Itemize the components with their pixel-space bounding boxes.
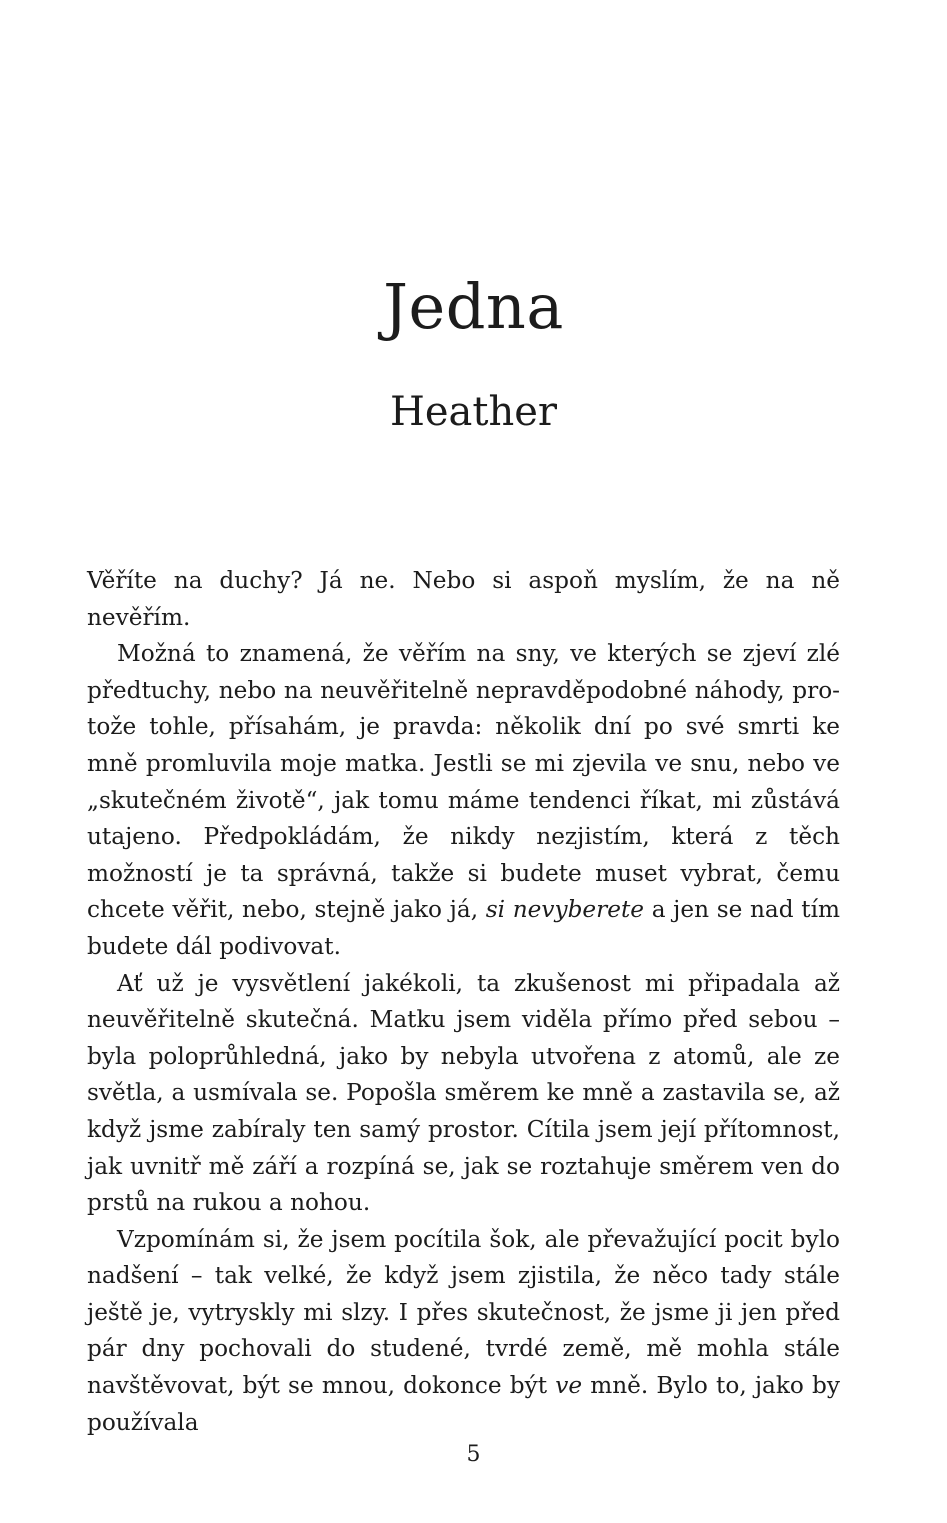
paragraph xyxy=(87,563,840,636)
paragraph xyxy=(87,966,840,1222)
chapter-subtitle: Heather xyxy=(389,389,558,435)
italic-text: si nevyberete xyxy=(485,896,645,924)
text-segment: Možná to znamená, že věřím na sny, ve kterých se zjeví zlé předtuchy, nebo na neuvěřitelně nepravděpodobné náhody, protože tohle, přísahám, je pravda: několik dní po své smrti ke mně promluvila moje matka. Jestli se mi zjevila ve snu, nebo ve „skutečném životě“, jak tomu máme tendenci říkat, mi zůstává utajeno. Předpokládám, že nikdy nezjistím, která z těch možností je ta správná, takže si budete muset vybrat, čemu chcete věřit, nebo, stejně jako já, xyxy=(87,640,840,924)
text-segment: Ať už je vysvětlení jakékoli, ta zkušenost mi připadala až neuvěřitelně skutečná. Matku jsem viděla přímo před sebou – byla poloprůhledná, jako by nebyla utvořena z atomů, ale ze světla, a usmívala se. Popošla směrem ke mně a zastavila se, až když jsme zabíraly ten samý prostor. Cítila jsem její přítomnost, jak uvnitř mě září a rozpíná se, jak se roztahuje směrem ven do prstů na rukou a nohou. xyxy=(87,969,840,1217)
page-number: 5 xyxy=(466,1442,481,1467)
text-segment: mně. Bylo to, jako by používala xyxy=(87,1372,840,1436)
text-segment: a jen se nad tím budete dál podivovat. xyxy=(87,896,840,960)
text-segment: Věříte na duchy? Já ne. Nebo si aspoň myslím, že na ně nevěřím. xyxy=(87,567,840,631)
paragraph xyxy=(87,636,840,965)
body-text xyxy=(87,563,840,1441)
italic-text: ve xyxy=(555,1372,583,1400)
chapter-title: Jedna xyxy=(383,270,564,343)
paragraph xyxy=(87,1222,840,1442)
text-segment: Vzpomínám si, že jsem pocítila šok, ale převažující pocit bylo nadšení – tak velké, že když jsem zjistila, že něco tady stále ještě je, vytryskly mi slzy. I přes skutečnost, že jsme ji jen před pár dny pochovali do studené, tvrdé země, mě mohla stále navštěvovat, být se mnou, dokonce být xyxy=(87,1225,840,1400)
